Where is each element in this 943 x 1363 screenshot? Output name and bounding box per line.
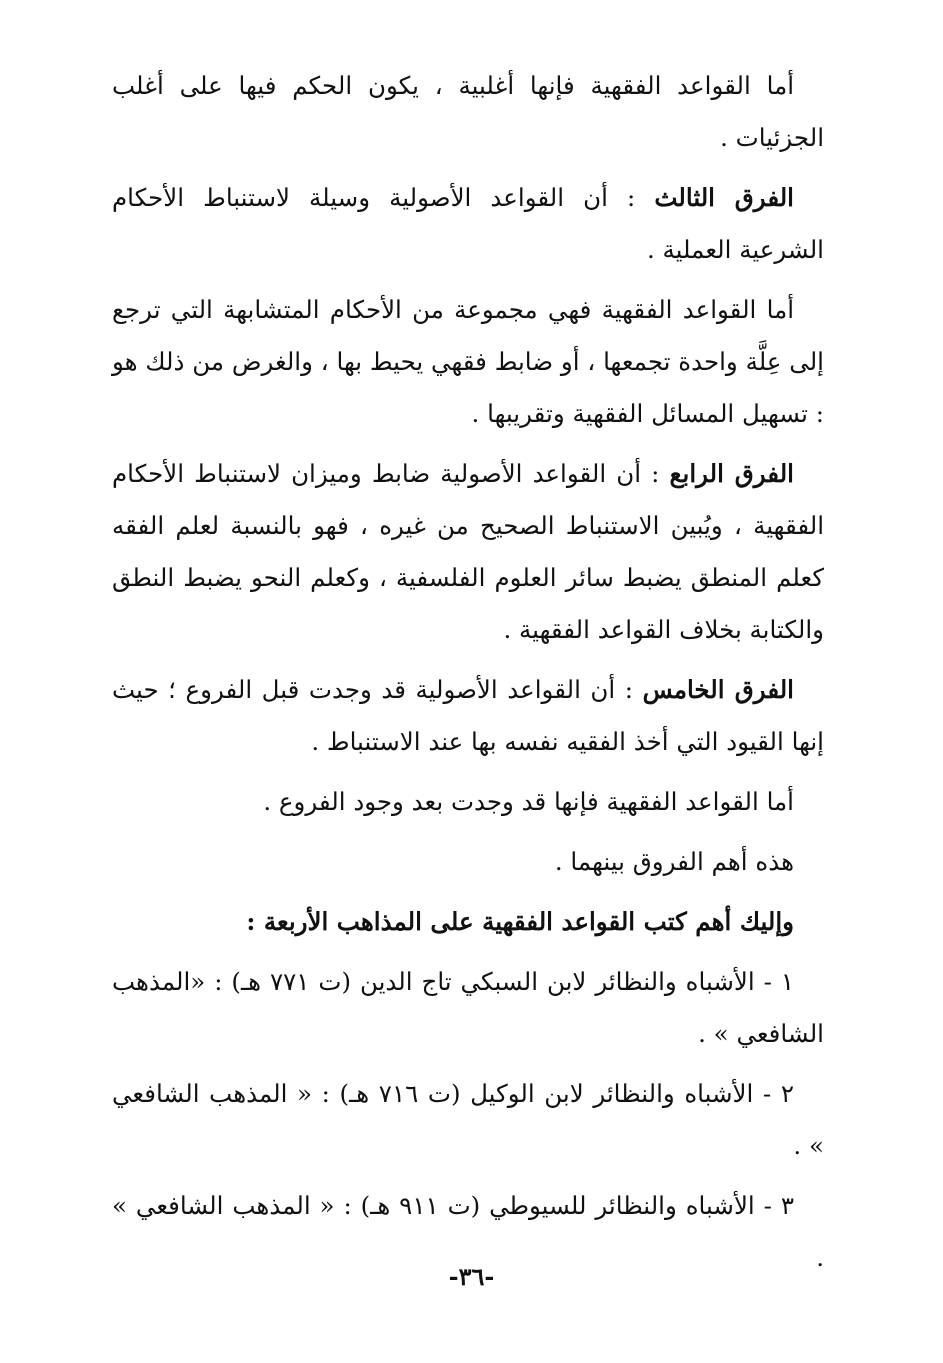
paragraph-5 [112,664,824,768]
paragraph-4 [112,448,824,656]
fourth-difference-heading: الفرق الرابع [669,459,794,488]
paragraph-2-text: : أن القواعد الأصولية وسيلة لاستنباط الأحكام الشرعية العملية . [112,183,824,264]
paragraph-1 [112,60,824,164]
fifth-difference-heading: الفرق الخامس [642,675,794,704]
paragraph-3 [112,284,824,440]
paragraph-4-text: : أن القواعد الأصولية ضابط وميزان لاستنباط الأحكام الفقهية ، ويُبين الاستنباط الصحيح من غيره ، فهو بالنسبة لعلم الفقه كعلم المنطق يضبط سائر العلوم الفلسفية ، وكعلم النحو يضبط النطق والكتابة بخلاف القواعد الفقهية . [112,459,824,644]
paragraph-2 [112,172,824,276]
books-heading: وإليك أهم كتب القواعد الفقهية على المذاهب الأربعة : [246,907,794,936]
paragraph-5-text: : أن القواعد الأصولية قد وجدت قبل الفروع ؛ حيث إنها القيود التي أخذ الفقيه نفسه بها عند الاستنباط . [112,675,824,756]
paragraph-7 [112,836,824,888]
paragraph-1-text: أما القواعد الفقهية فإنها أغلبية ، يكون الحكم فيها على أغلب الجزئيات . [112,71,824,152]
paragraph-7-text: هذه أهم الفروق بينهما . [554,847,794,876]
third-difference-heading: الفرق الثالث [654,183,794,212]
paragraph-6-text: أما القواعد الفقهية فإنها قد وجدت بعد وجود الفروع . [263,787,794,816]
text-column [112,60,824,1292]
paragraph-6 [112,776,824,828]
book-item-3: ٣ - الأشباه والنظائر للسيوطي (ت ٩١١ هـ) : « المذهب الشافعي » . [112,1191,824,1272]
paragraph-3-text: أما القواعد الفقهية فهي مجموعة من الأحكام المتشابهة التي ترجع إلى عِلَّة واحدة تجمعها ، أو ضابط فقهي يحيط بها ، والغرض من ذلك هو : تسهيل المسائل الفقهية وتقريبها . [112,295,824,428]
book-item-1: ١ - الأشباه والنظائر لابن السبكي تاج الدين (ت ٧٧١ هـ) : «المذهب الشافعي » . [112,967,824,1048]
page-number: -٣٦- [448,1262,495,1291]
book-item-2: ٢ - الأشباه والنظائر لابن الوكيل (ت ٧١٦ هـ) : « المذهب الشافعي » . [112,1079,824,1160]
